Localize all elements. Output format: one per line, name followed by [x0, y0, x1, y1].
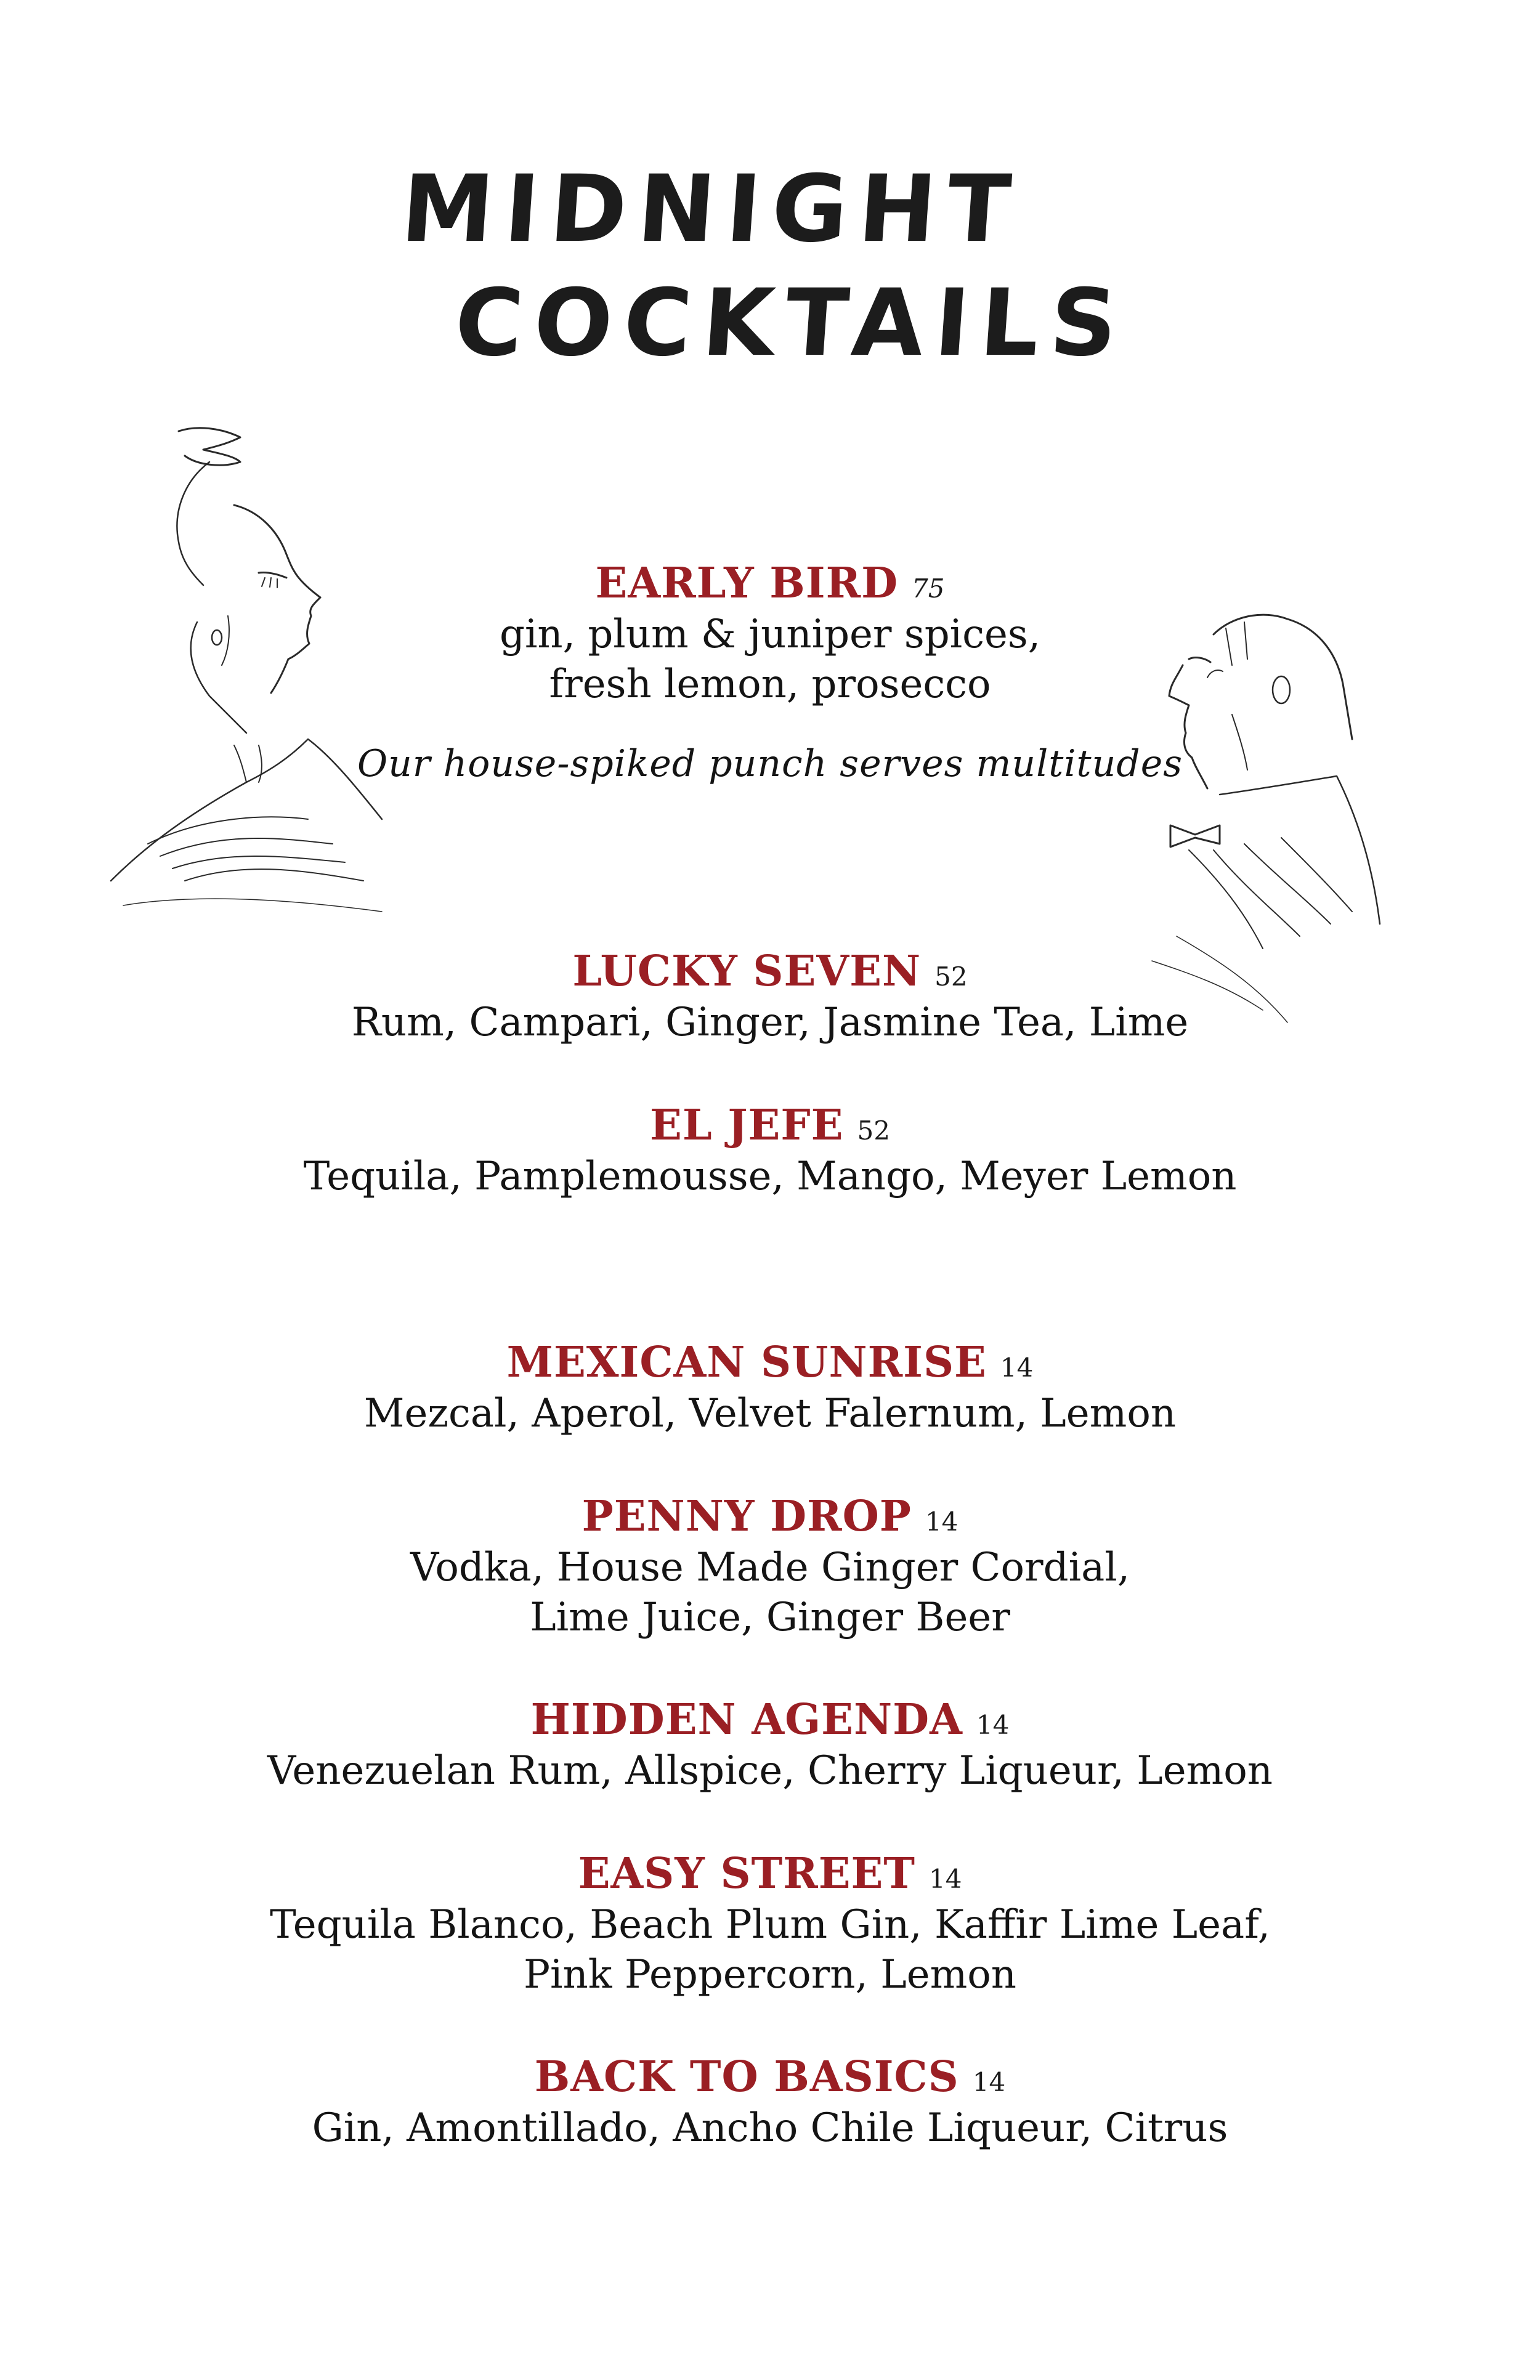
cocktail-description-line-1: Tequila Blanco, Beach Plum Gin, Kaffir Lime Leaf,: [270, 1901, 1270, 1948]
menu-item-el-jefe: [0, 1103, 1540, 1202]
cocktail-description-line-2: fresh lemon, prosecco: [549, 662, 991, 708]
cocktail-price: 14: [972, 2067, 1006, 2097]
menu-title-line-1: MIDNIGHT: [397, 156, 1026, 263]
cocktail-price: 14: [976, 1710, 1010, 1740]
cocktail-name: HIDDEN AGENDA: [530, 1695, 963, 1744]
menu-item-easy-street: [0, 1851, 1540, 2000]
cocktail-description-line-1: Gin, Amontillado, Ancho Chile Liqueur, Citrus: [312, 2105, 1228, 2151]
cocktail-name: PENNY DROP: [582, 1492, 912, 1541]
cocktail-name: BACK TO BASICS: [534, 2052, 959, 2102]
cocktail-description-line-1: Vodka, House Made Ginger Cordial,: [410, 1544, 1130, 1590]
cocktail-price: 14: [928, 1864, 962, 1894]
menu-item-mexican-sunrise: [0, 1340, 1540, 1439]
punch-note: Our house-spiked punch serves multitudes: [357, 742, 1183, 785]
cocktail-description-line-1: Mezcal, Aperol, Velvet Falernum, Lemon: [363, 1390, 1177, 1436]
cocktail-price: 52: [934, 961, 968, 992]
cocktail-name: EARLY BIRD: [595, 559, 899, 608]
cocktail-description-line-1: Rum, Campari, Ginger, Jasmine Tea, Lime: [351, 999, 1189, 1045]
cocktail-name: LUCKY SEVEN: [572, 947, 922, 996]
cocktail-description-line-1: Venezuelan Rum, Allspice, Cherry Liqueur, Lemon: [267, 1747, 1273, 1794]
menu-item-hidden-agenda: [0, 1697, 1540, 1796]
menu-item-early-bird: [0, 561, 1540, 710]
cocktail-price: 75: [912, 573, 945, 604]
cocktail-price: 14: [1000, 1353, 1034, 1383]
cocktail-description-line-1: Tequila, Pamplemousse, Mango, Meyer Lemon: [303, 1153, 1237, 1199]
cocktail-price: 52: [857, 1115, 890, 1146]
cocktail-description-line-2: Lime Juice, Ginger Beer: [530, 1595, 1010, 1641]
menu-item-back-to-basics: [0, 2054, 1540, 2153]
cocktail-name: EASY STREET: [578, 1849, 915, 1898]
cocktail-description-line-2: Pink Peppercorn, Lemon: [523, 1952, 1017, 1998]
cocktail-description-line-1: gin, plum & juniper spices,: [499, 611, 1041, 657]
cocktail-name: MEXICAN SUNRISE: [506, 1338, 987, 1387]
cocktail-name: EL JEFE: [650, 1101, 844, 1150]
menu-title-line-2: COCKTAILS: [451, 270, 1132, 377]
menu-item-lucky-seven: [0, 949, 1540, 1048]
menu-item-penny-drop: [0, 1494, 1540, 1643]
cocktail-price: 14: [925, 1507, 958, 1537]
